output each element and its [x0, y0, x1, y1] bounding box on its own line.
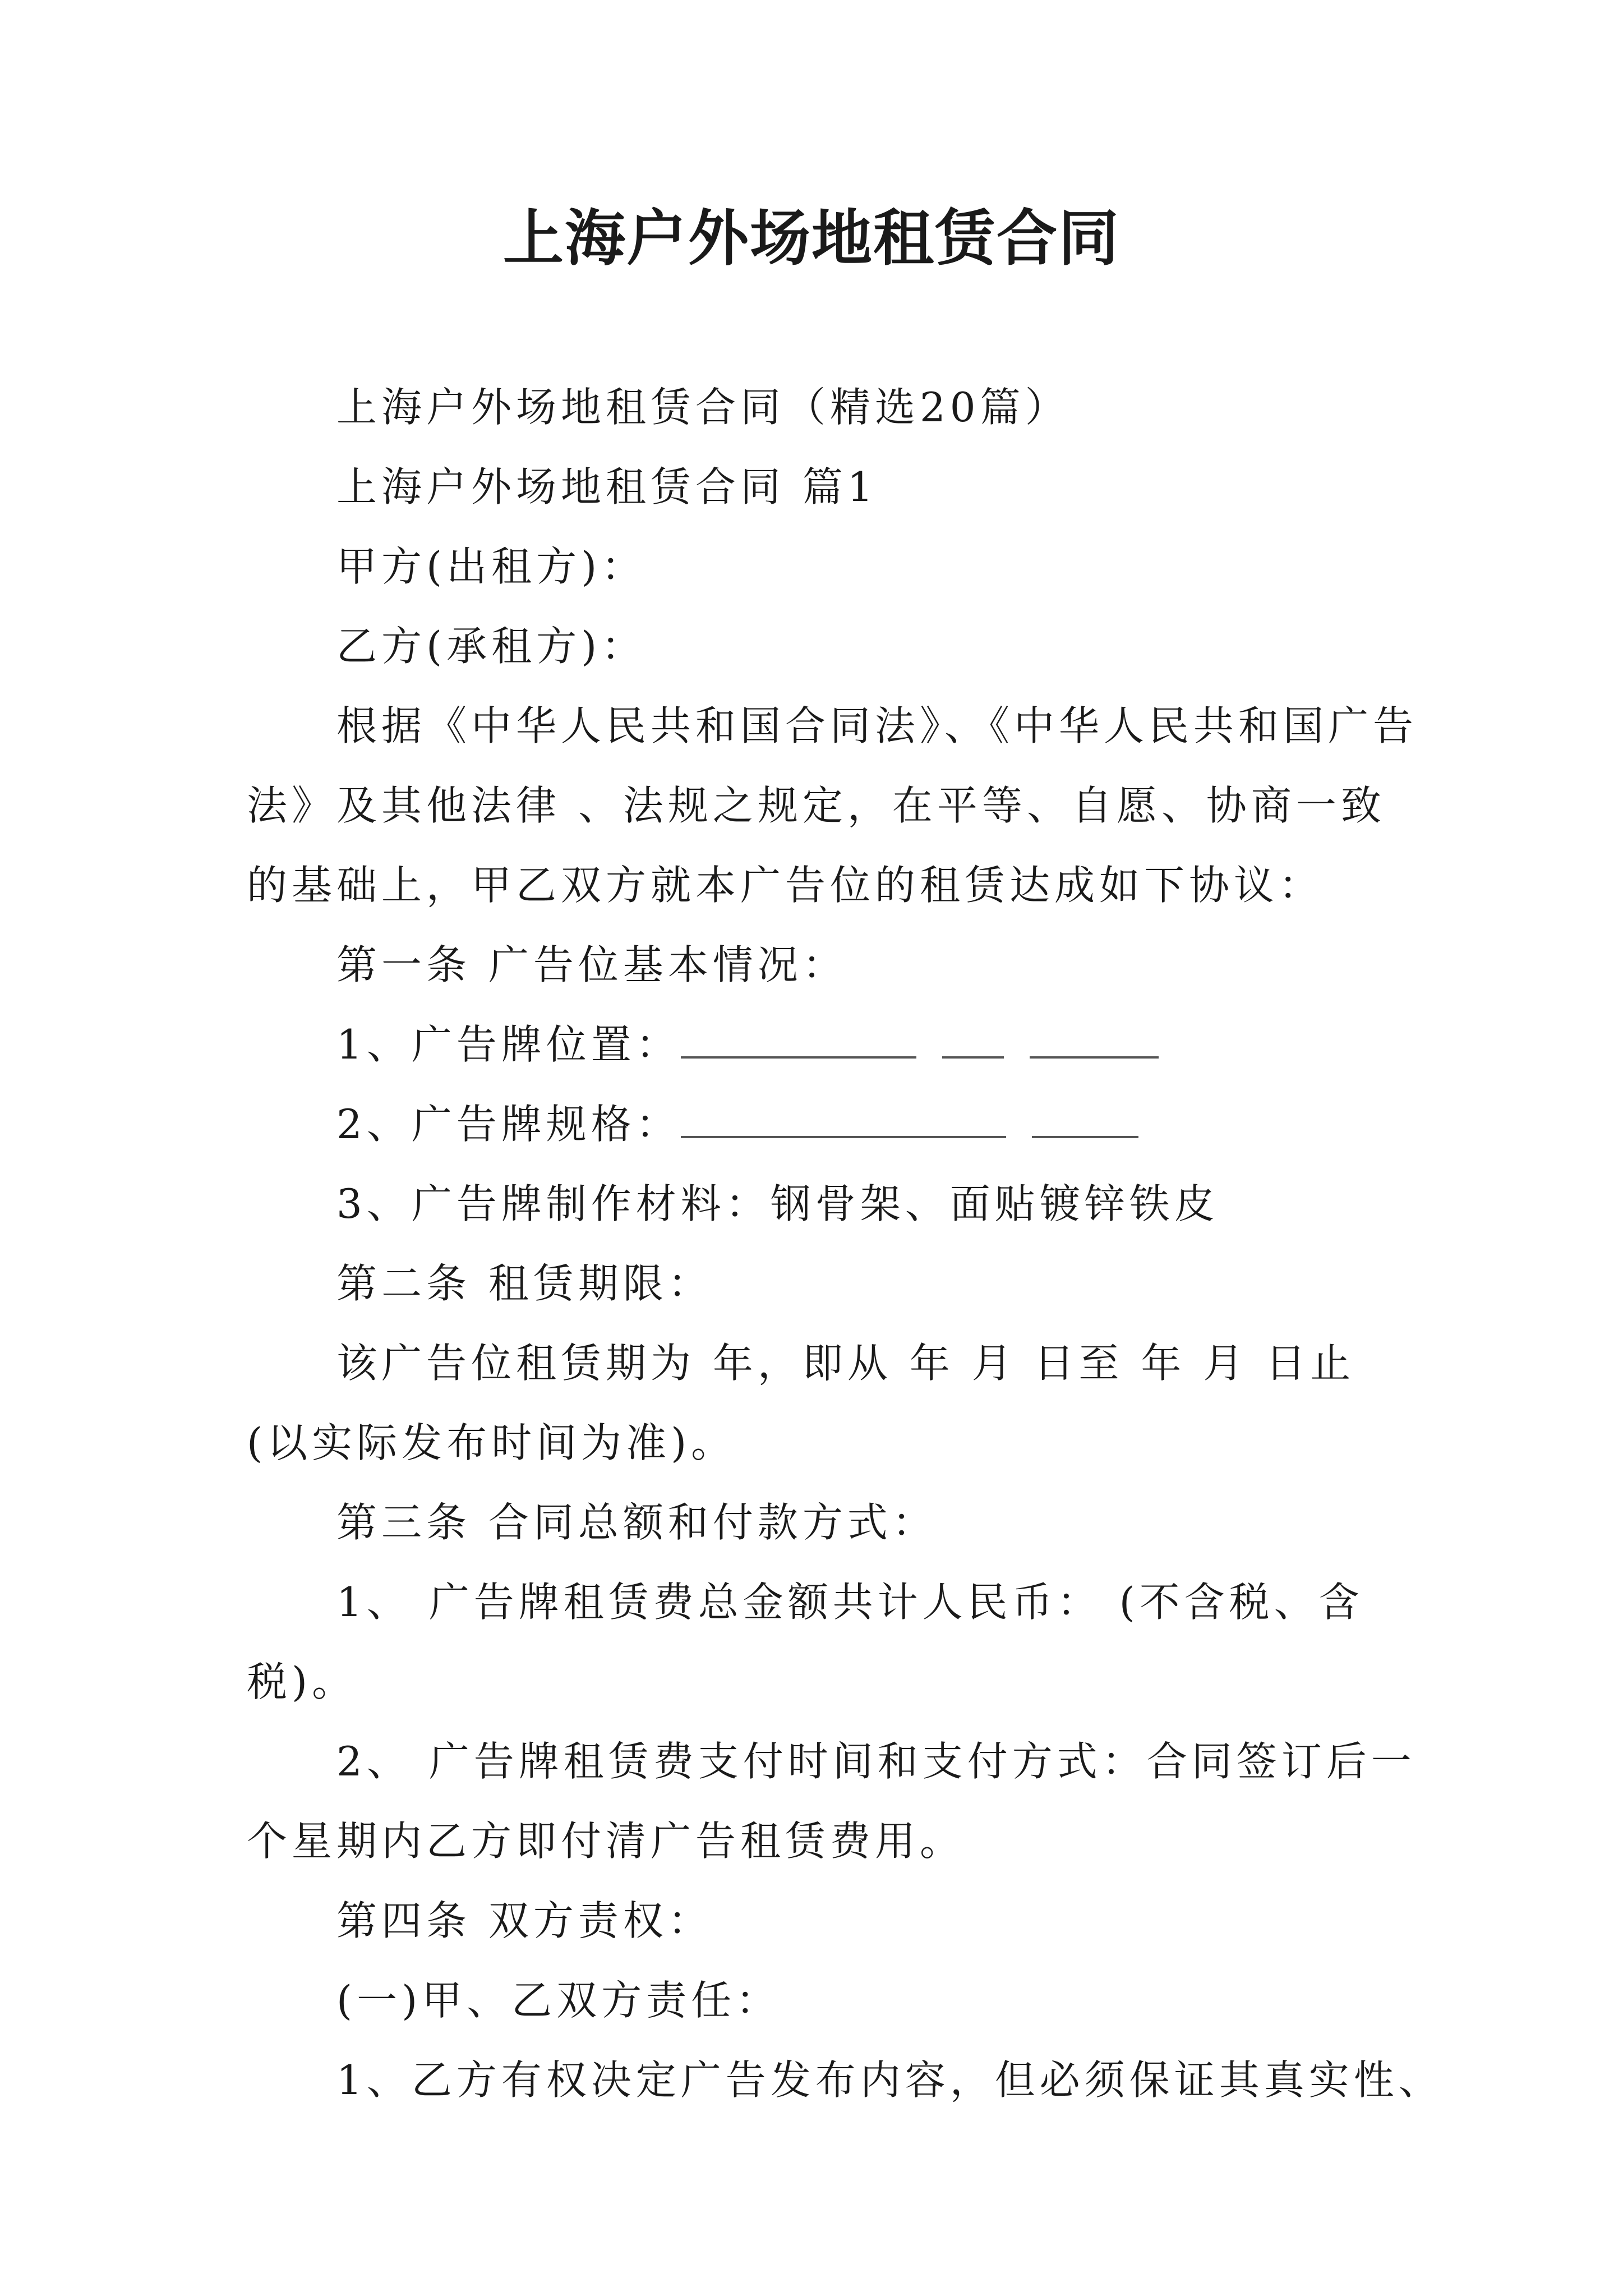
paragraph-line: 该广告位租赁期为 年，即从 年 月 日至 年 月 日止: [336, 1340, 1355, 1387]
paragraph-line: 税)。: [247, 1658, 357, 1705]
paragraph-line: (一)甲、乙双方责任：: [336, 1977, 781, 2024]
fill-in-blank: [1032, 1103, 1138, 1138]
paragraph-text: 1、广告牌位置：: [336, 1021, 681, 1068]
paragraph-line: 第三条 合同总额和付款方式：: [336, 1499, 937, 1546]
paragraph-line: 上海户外场地租赁合同 篇1: [336, 463, 878, 510]
paragraph-text: 2、广告牌规格：: [336, 1101, 681, 1148]
paragraph-line: 的基础上，甲乙双方就本广告位的租赁达成如下协议：: [247, 862, 1324, 909]
billboard-size-line: [247, 1084, 1391, 1164]
paragraph-line: 第一条 广告位基本情况：: [336, 941, 847, 988]
paragraph-line: 1、 广告牌租赁费总金额共计人民币： (不含税、含: [336, 1579, 1364, 1626]
paragraph-line: 上海户外场地租赁合同（精选20篇）: [336, 384, 1070, 431]
paragraph-line: 第四条 双方责权：: [336, 1897, 713, 1944]
paragraph-line: 2、 广告牌租赁费支付时间和支付方式：合同签订后一: [336, 1738, 1416, 1785]
paragraph-line: 3、广告牌制作材料：钢骨架、面贴镀锌铁皮: [336, 1180, 1219, 1227]
billboard-location-line: [247, 1005, 1391, 1084]
fill-in-blank: [681, 1103, 1006, 1138]
paragraph-line: 第二条 租赁期限：: [336, 1260, 713, 1307]
fill-in-blank: [1030, 1024, 1159, 1059]
paragraph-line: 个星期内乙方即付清广告租赁费用。: [247, 1818, 965, 1865]
document-title: 上海户外场地租赁合同: [502, 203, 1120, 274]
paragraph-line: 法》及其他法律 、法规之规定，在平等、自愿、协商一致: [247, 782, 1386, 829]
document-body: [247, 367, 1444, 2120]
paragraph-line: 乙方(承租方)：: [336, 623, 647, 670]
paragraph-line: (以实际发布时间为准)。: [247, 1419, 736, 1466]
fill-in-blank: [942, 1024, 1004, 1059]
paragraph-line: 1、乙方有权决定广告发布内容，但必须保证其真实性、: [336, 2056, 1444, 2104]
paragraph-line: 甲方(出租方)：: [336, 543, 647, 590]
fill-in-blank: [681, 1024, 916, 1059]
paragraph-line: 根据《中华人民共和国合同法》、《中华人民共和国广告: [336, 702, 1418, 749]
